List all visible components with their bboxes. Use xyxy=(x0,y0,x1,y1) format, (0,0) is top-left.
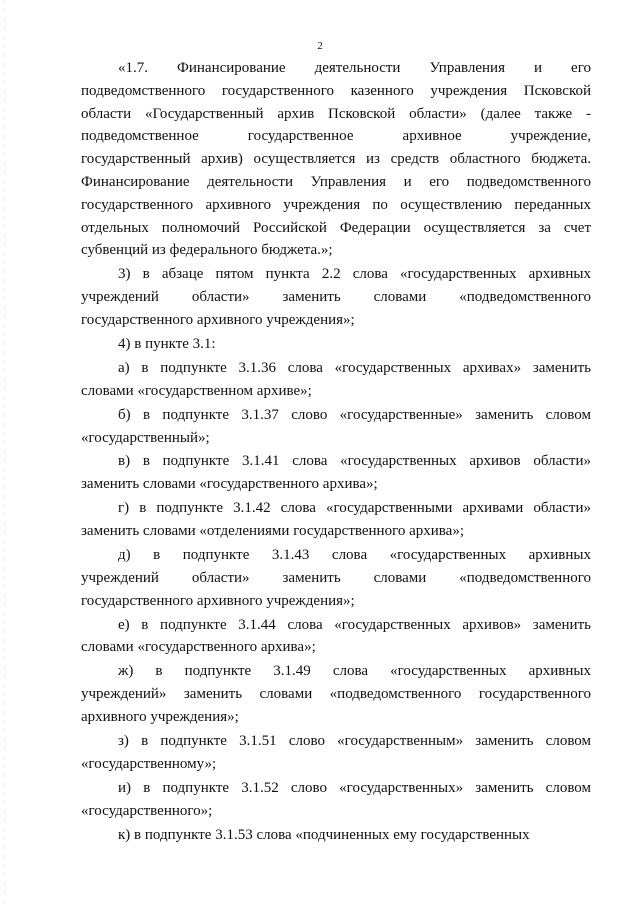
text-line: государственного архивного учреждения»; xyxy=(81,592,355,609)
text-line: заменить словами «отделениями государственного архива»; xyxy=(81,523,465,540)
paragraph xyxy=(81,614,591,660)
text-line: г) в подпункте 3.1.42 слова «государственными архивами области» xyxy=(118,500,591,517)
text-line: учреждений области» заменить словами «подведомственного xyxy=(81,569,591,586)
text-line: е) в подпункте 3.1.44 слова «государственных архивов» заменить xyxy=(118,616,591,633)
text-line: государственный архив) осуществляется из средств областного бюджета. xyxy=(81,151,591,168)
text-line: субвенций из федерального бюджета.»; xyxy=(81,242,333,259)
paragraph xyxy=(81,57,591,262)
paragraph xyxy=(81,497,591,543)
text-line: государственного архивного учреждения по осуществлению переданных xyxy=(81,196,591,213)
paragraph xyxy=(81,660,591,728)
text-line: государственного архивного учреждения»; xyxy=(81,311,355,328)
text-line: «1.7. Финансирование деятельности Управления и его xyxy=(118,60,591,76)
text-line: «государственного»; xyxy=(81,802,213,819)
text-line: 3) в абзаце пятом пункта 2.2 слова «государственных архивных xyxy=(118,266,591,283)
text-line: б) в подпункте 3.1.37 слово «государственные» заменить словом xyxy=(118,406,591,423)
paragraph xyxy=(81,263,591,331)
text-line: и) в подпункте 3.1.52 слово «государственных» заменить словом xyxy=(118,779,591,796)
text-line: а) в подпункте 3.1.36 слова «государственных архивах» заменить xyxy=(118,359,591,376)
paragraph xyxy=(81,824,591,847)
paragraph xyxy=(81,777,591,823)
text-line: подведомственное государственное архивное учреждение, xyxy=(81,128,591,145)
text-line: подведомственного государственного казенного учреждения Псковской xyxy=(81,82,591,99)
text-line: 4) в пункте 3.1: xyxy=(118,335,216,352)
text-line: словами «государственном архиве»; xyxy=(81,382,312,399)
paragraph xyxy=(81,357,591,403)
paragraph xyxy=(81,333,591,356)
text-line: учреждений области» заменить словами «подведомственного xyxy=(81,289,591,306)
text-line: «государственный»; xyxy=(81,429,210,446)
text-line: к) в подпункте 3.1.53 слова «подчиненных ему государственных xyxy=(118,826,530,843)
text-line: учреждений» заменить словами «подведомственного государственного xyxy=(81,686,591,703)
page-number: 2 xyxy=(317,40,323,52)
paragraph xyxy=(81,450,591,496)
text-line: словами «государственного архива»; xyxy=(81,639,316,656)
paragraph xyxy=(81,730,591,776)
text-line: ж) в подпункте 3.1.49 слова «государственных архивных xyxy=(118,663,591,680)
document-body xyxy=(81,57,591,848)
text-line: Финансирование деятельности Управления и его подведомственного xyxy=(81,173,591,190)
text-line: отдельных полномочий Российской Федерации осуществляется за счет xyxy=(81,219,591,236)
paragraph xyxy=(81,404,591,450)
paragraph xyxy=(81,544,591,612)
text-line: архивного учреждения»; xyxy=(81,709,239,725)
text-line: «государственному»; xyxy=(81,755,217,772)
text-line: области «Государственный архив Псковской области» (далее также - xyxy=(81,105,591,122)
scan-edge-artifact xyxy=(4,0,5,905)
text-line: заменить словами «государственного архива»; xyxy=(81,476,378,493)
text-line: д) в подпункте 3.1.43 слова «государственных архивных xyxy=(118,547,591,564)
text-line: з) в подпункте 3.1.51 слово «государственным» заменить словом xyxy=(118,732,591,749)
text-line: в) в подпункте 3.1.41 слова «государственных архивов области» xyxy=(118,453,591,470)
